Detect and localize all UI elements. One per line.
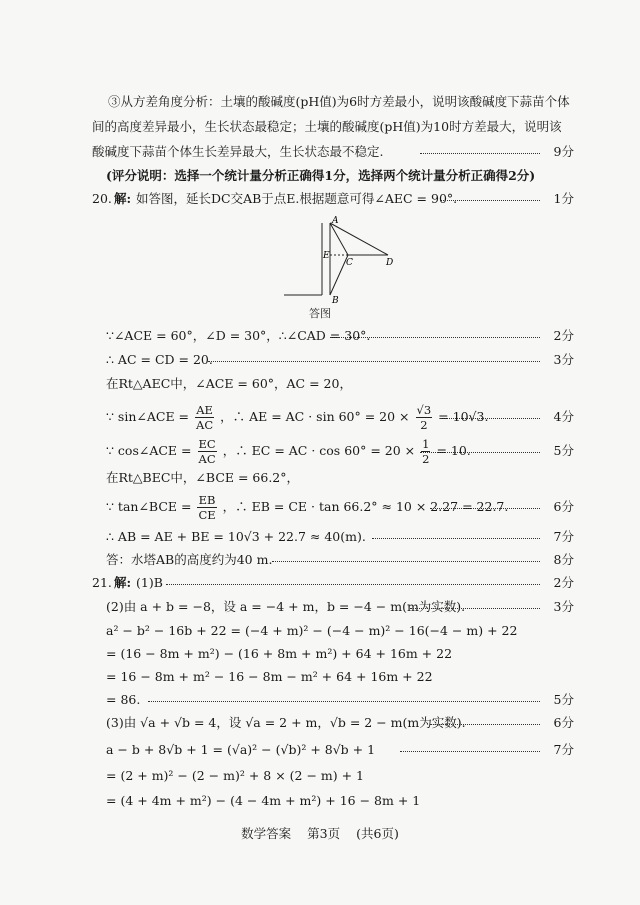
- fraction-denominator: CE: [198, 508, 216, 522]
- leader-dots: [440, 418, 540, 419]
- q19-text-2: 间的高度差异最小，生长状态最稳定；土壤的酸碱度(pH值)为10时方差最大，说明该: [92, 119, 562, 134]
- q21-formula-3: = (4 + 4m + m²) − (4 − 4m + m²) + 16 − 8m + 1: [106, 793, 421, 808]
- figure-svg: [282, 215, 402, 315]
- q20-text-2: ∵∠ACE = 60°，∠D = 30°，∴∠CAD = 30°.: [106, 328, 371, 343]
- q21-line-10: [0, 791, 640, 811]
- q20-line-4: [0, 374, 640, 394]
- fraction: [195, 403, 214, 432]
- solution-label: 解:: [114, 191, 132, 206]
- q21-line-1: [0, 573, 640, 593]
- ec-result: = 10.: [436, 443, 471, 458]
- q21-part-2: (2)由 a + b = −8，设 a = −4 + m，b = −4 − m(m为实数).: [106, 599, 466, 614]
- score: 8分: [553, 552, 574, 567]
- label-d: D: [386, 258, 394, 268]
- score: 2分: [553, 328, 574, 343]
- page-footer: [0, 824, 640, 842]
- question-number: 21.: [92, 575, 112, 590]
- q19-line-1: [0, 92, 640, 112]
- q21-formula-1: a − b + 8√b + 1 = (√a)² − (√b)² + 8√b + 1: [106, 742, 376, 757]
- q20-text-4: 在Rt△AEC中，∠ACE = 60°，AC = 20，: [106, 376, 352, 391]
- label-c: C: [346, 258, 353, 268]
- q21-line-6: [0, 690, 640, 710]
- q21-part-3: (3)由 √a + √b = 4，设 √a = 2 + m，√b = 2 − m(m为实数).: [106, 715, 466, 730]
- score: 5分: [553, 692, 574, 707]
- q20-text-9: ∴ AB = AE + BE = 10√3 + 22.7 ≈ 40(m).: [106, 529, 366, 544]
- leader-dots: [410, 608, 540, 609]
- score: 5分: [553, 443, 574, 458]
- fraction-numerator: EC: [198, 437, 216, 451]
- ae-result: = 10√3.: [438, 409, 489, 424]
- leader-dots: [330, 337, 540, 338]
- q21-expression-2: = (16 − 8m + m²) − (16 + 8m + m²) + 64 + 16m + 22: [106, 646, 453, 661]
- fraction-denominator: AC: [198, 452, 216, 466]
- leader-dots: [420, 153, 540, 154]
- fraction: [416, 403, 433, 432]
- q20-line-7: [0, 468, 640, 488]
- eb-expression: ，∴ EB = CE · tan 66.2° ≈ 10 × 2.27 = 22.7.: [222, 499, 509, 514]
- q19-line-2: [0, 117, 640, 137]
- figure-caption: 答图: [309, 307, 331, 320]
- leader-dots: [166, 584, 540, 585]
- q21-line-4: [0, 644, 640, 664]
- fraction-numerator: EB: [198, 493, 216, 507]
- q19-text-1: ③从方差角度分析：土壤的酸碱度(pH值)为6时方差最小，说明该酸碱度下蒜苗个体: [108, 94, 570, 109]
- score: 6分: [553, 715, 574, 730]
- question-number: 20.: [92, 191, 112, 206]
- fraction-numerator: √3: [416, 403, 432, 417]
- q20-text-7: 在Rt△BEC中，∠BCE = 66.2°，: [106, 470, 300, 485]
- leader-dots: [148, 701, 540, 702]
- q20-line-9: [0, 527, 640, 547]
- cos-expression: ∵ cos∠ACE =: [106, 443, 192, 458]
- leader-dots: [430, 724, 540, 725]
- q21-formula-2: = (2 + m)² − (2 − m)² + 8 × (2 − m) + 1: [106, 768, 364, 783]
- footer-subject: 数学答案: [241, 826, 292, 841]
- score: 7分: [553, 529, 574, 544]
- q20-line-8: [0, 490, 640, 524]
- scoring-note-text: (评分说明：选择一个统计量分析正确得1分，选择两个统计量分析正确得2分): [106, 168, 536, 183]
- q21-line-5: [0, 667, 640, 687]
- fraction-denominator: 2: [422, 452, 430, 466]
- q20-line-5: [0, 400, 640, 434]
- leader-dots: [208, 361, 540, 362]
- leader-dots: [400, 751, 540, 752]
- solution-label: 解:: [114, 575, 132, 590]
- q21-line-2: [0, 597, 640, 617]
- q21-line-8: [0, 740, 640, 760]
- label-e: E: [323, 251, 330, 261]
- leader-dots: [440, 200, 540, 201]
- label-a: A: [332, 216, 339, 226]
- fraction: [198, 437, 217, 466]
- leader-dots: [372, 538, 540, 539]
- q20-line-1: [0, 189, 640, 209]
- q21-expression-1: a² − b² − 16b + 22 = (−4 + m)² − (−4 − m)² − 16(−4 − m) + 22: [106, 623, 518, 638]
- fraction: [197, 493, 216, 522]
- score: 1分: [553, 191, 574, 206]
- geometry-figure: [282, 215, 402, 315]
- q20-line-3: [0, 350, 640, 370]
- ae-expression: ，∴ AE = AC · sin 60° = 20 ×: [220, 409, 410, 424]
- sin-expression: ∵ sin∠ACE =: [106, 409, 190, 424]
- scoring-note: [0, 166, 640, 186]
- leader-dots: [272, 561, 540, 562]
- fraction-numerator: AE: [196, 403, 213, 417]
- q19-line-3: [0, 142, 640, 162]
- score: 9分: [553, 144, 574, 159]
- q21-line-9: [0, 766, 640, 786]
- footer-total-pages: (共6页): [356, 826, 399, 841]
- q21-expression-4: = 86.: [106, 692, 141, 707]
- tan-expression: ∵ tan∠BCE =: [106, 499, 192, 514]
- q21-expression-3: = 16 − 8m + m² − 16 − 8m − m² + 64 + 16m + 22: [106, 669, 433, 684]
- q20-answer: 答：水塔AB的高度约为40 m.: [106, 552, 273, 567]
- score: 3分: [553, 599, 574, 614]
- score: 4分: [553, 409, 574, 424]
- q20-text-1: 如答图，延长DC交AB于点E.根据题意可得∠AEC = 90°.: [136, 191, 458, 206]
- q20-line-10: [0, 550, 640, 570]
- leader-dots: [430, 508, 540, 509]
- fraction-denominator: AC: [196, 418, 214, 432]
- leader-dots: [420, 452, 540, 453]
- label-b: B: [332, 296, 339, 306]
- q19-text-3: 酸碱度下蒜苗个体生长差异最大，生长状态最不稳定.: [92, 144, 384, 159]
- q20-line-6: [0, 434, 640, 468]
- ec-expression: ，∴ EC = AC · cos 60° = 20 ×: [222, 443, 416, 458]
- q20-text-3: ∴ AC = CD = 20.: [106, 352, 213, 367]
- score: 6分: [553, 499, 574, 514]
- score: 7分: [553, 742, 574, 757]
- q21-line-7: [0, 713, 640, 733]
- fraction-numerator: 1: [422, 437, 430, 451]
- q20-line-2: [0, 326, 640, 346]
- q21-line-3: [0, 621, 640, 641]
- footer-page-number: 第3页: [307, 826, 341, 841]
- score: 2分: [553, 575, 574, 590]
- q21-part-1: (1)B: [136, 575, 163, 590]
- score: 3分: [553, 352, 574, 367]
- fraction-denominator: 2: [420, 418, 428, 432]
